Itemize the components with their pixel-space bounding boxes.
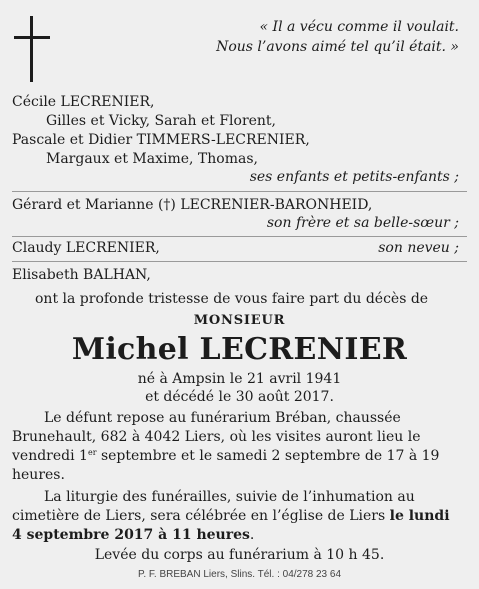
brother-name-part-1: Gérard et Marianne ( [12, 197, 164, 213]
family-relation-nephew: son neveu ; [378, 240, 459, 256]
quote-line-1: « Il a vécu comme il voulait. [259, 19, 459, 35]
deceased-name: Michel LECRENIER [71, 332, 408, 367]
epitaph-quote [216, 17, 459, 57]
family-line-2: Gilles et Vicky, Sarah et Florent, [46, 113, 277, 129]
visitation-text-1: Le défunt repose au funérarium Bréban, chaussée Brunehault, 682 à 4042 Liers, où les visites auront lieu le vendredi 1 [12, 410, 421, 464]
family-relation-children: ses enfants et petits-enfants ; [249, 169, 459, 185]
divider [12, 191, 467, 192]
ceremony-paragraph [12, 488, 459, 545]
funeral-home-credit: P. F. BREBAN Liers, Slins. Tél. : 04/278 23 64 [137, 569, 342, 580]
visitation-text-2: septembre et le samedi 2 septembre de 17 à 19 heures. [12, 448, 440, 483]
birth-info: né à Ampsin le 21 avril 1941 [137, 371, 342, 387]
ceremony-date: le lundi 4 septembre 2017 à 11 heures [12, 508, 450, 543]
deceased-cross-icon: † [163, 197, 171, 213]
family-line-1: Cécile LECRENIER, [12, 94, 155, 110]
quote-line-2: Nous l’avons aimé tel qu’il était. » [216, 39, 459, 55]
visitation-paragraph [12, 409, 459, 485]
ceremony-text-1: La liturgie des funérailles, suivie de l’inhumation au cimetière de Liers, sera célébrée en l’église de Liers [12, 489, 415, 524]
ceremony-text-2: . [249, 527, 255, 543]
procession-info: Levée du corps au funérarium à 10 h 45. [94, 547, 385, 563]
family-line-nephew: Claudy LECRENIER, [12, 240, 160, 256]
family-relation-brother: son frère et sa belle-sœur ; [266, 215, 459, 231]
deceased-title: MONSIEUR [193, 313, 286, 328]
divider [12, 261, 467, 262]
death-info: et décédé le 30 août 2017. [145, 389, 334, 405]
family-line-partner: Elisabeth BALHAN, [12, 267, 151, 283]
family-line-4: Margaux et Maxime, Thomas, [46, 151, 258, 167]
family-line-3: Pascale et Didier TIMMERS-LECRENIER, [12, 132, 310, 148]
divider [12, 236, 467, 237]
announcement-line: ont la profonde tristesse de vous faire part du décès de [35, 291, 429, 307]
cross-icon [14, 16, 50, 82]
family-line-brother [12, 196, 372, 215]
visitation-superscript: er [87, 448, 97, 457]
brother-name-part-2: ) LECRENIER-BARONHEID, [170, 197, 373, 213]
